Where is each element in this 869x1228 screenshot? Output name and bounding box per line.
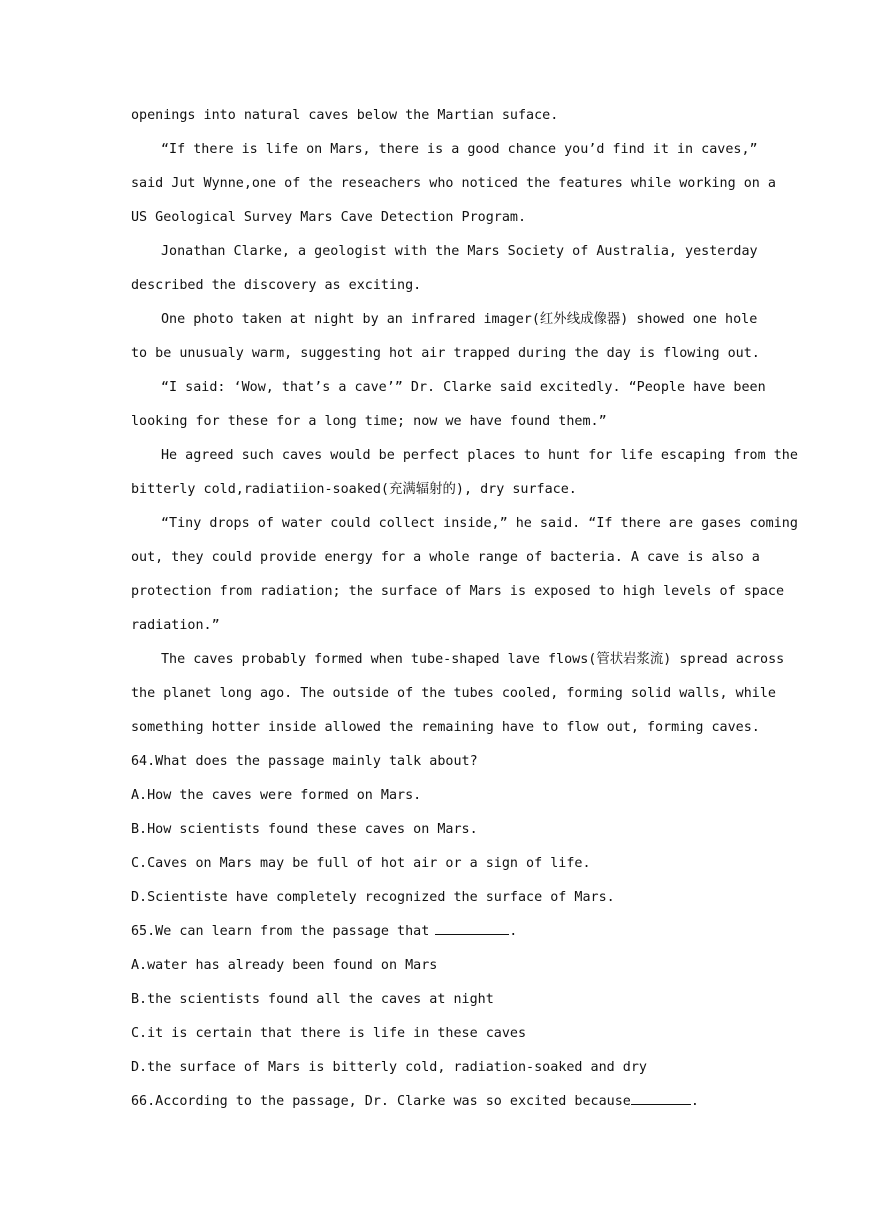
passage-line: out, they could provide energy for a whole range of bacteria. A cave is also a (131, 550, 760, 565)
passage-line: “If there is life on Mars, there is a good chance you’d find it in caves,” (161, 142, 758, 157)
question-65-option-c: C.it is certain that there is life in these caves (131, 1026, 527, 1041)
answer-blank (631, 1090, 691, 1105)
passage-line: radiation.” (131, 618, 220, 633)
question-65-option-a: A.water has already been found on Mars (131, 958, 438, 973)
passage-line: The caves probably formed when tube-shaped lave flows(管状岩浆流) spread across (161, 652, 785, 667)
question-66-stem: 66.According to the passage, Dr. Clarke was so excited because (131, 1094, 631, 1109)
passage-line: protection from radiation; the surface of Mars is exposed to high levels of space (131, 584, 785, 599)
question-64-option-d: D.Scientiste have completely recognized the surface of Mars. (131, 890, 615, 905)
passage-line: to be unusualy warm, suggesting hot air trapped during the day is flowing out. (131, 346, 760, 361)
passage-line: bitterly cold,radiatiion-soaked(充满辐射的), dry surface. (131, 482, 577, 497)
question-65-stem: 65.We can learn from the passage that (131, 924, 430, 939)
question-64-option-b: B.How scientists found these caves on Mars. (131, 822, 478, 837)
document-body (131, 99, 798, 1119)
passage-line: Jonathan Clarke, a geologist with the Mars Society of Australia, yesterday (161, 244, 758, 259)
passage-line: He agreed such caves would be perfect places to hunt for life escaping from the (161, 448, 798, 463)
question-64-option-c: C.Caves on Mars may be full of hot air or a sign of life. (131, 856, 591, 871)
question-65-stem-end: . (509, 924, 518, 939)
question-64-stem: 64.What does the passage mainly talk about? (131, 754, 478, 769)
passage-line: openings into natural caves below the Martian suface. (131, 108, 559, 123)
question-65-option-d: D.the surface of Mars is bitterly cold, radiation-soaked and dry (131, 1060, 647, 1075)
question-66-stem-line (131, 1085, 737, 1119)
passage-line: something hotter inside allowed the remaining have to flow out, forming caves. (131, 720, 760, 735)
passage-line: described the discovery as exciting. (131, 278, 422, 293)
passage-line: “Tiny drops of water could collect inside,” he said. “If there are gases coming (161, 516, 798, 531)
question-65-option-b: B.the scientists found all the caves at night (131, 992, 494, 1007)
question-65-stem-line (131, 915, 737, 949)
question-64-option-a: A.How the caves were formed on Mars. (131, 788, 422, 803)
question-66-stem-end: . (690, 1094, 699, 1109)
passage-line: looking for these for a long time; now we have found them.” (131, 414, 607, 429)
passage-line: US Geological Survey Mars Cave Detection Program. (131, 210, 527, 225)
passage-line: the planet long ago. The outside of the tubes cooled, forming solid walls, while (131, 686, 776, 701)
passage-line: One photo taken at night by an infrared imager(红外线成像器) showed one hole (161, 312, 758, 327)
passage-line: “I said: ‘Wow, that’s a cave’” Dr. Clarke said excitedly. “People have been (161, 380, 766, 395)
answer-blank (435, 920, 509, 935)
passage-line: said Jut Wynne,one of the reseachers who noticed the features while working on a (131, 176, 776, 191)
